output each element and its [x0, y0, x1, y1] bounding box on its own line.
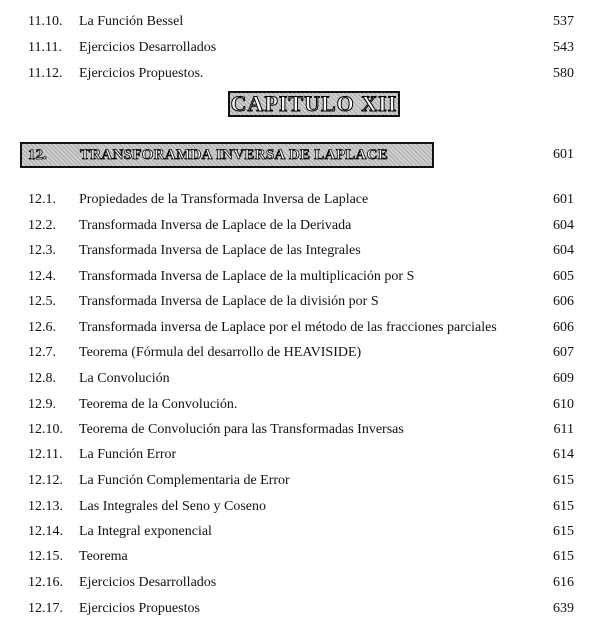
toc-entry	[0, 216, 600, 236]
entry-number: 12.1.	[28, 192, 56, 207]
toc-entry	[0, 369, 600, 389]
entry-page: 614	[553, 447, 574, 462]
entry-title: Las Integrales del Seno y Coseno	[79, 499, 267, 514]
entry-number: 12.16.	[28, 575, 63, 590]
entry-title: Teorema de la Convolución.	[79, 397, 238, 412]
toc-entry	[0, 445, 600, 465]
entry-number: 12.2.	[28, 218, 56, 233]
chapter-heading: CAPITULO XII	[228, 91, 400, 117]
entry-page: 543	[553, 40, 574, 55]
section-page: 601	[553, 147, 574, 162]
entry-page: 607	[553, 345, 574, 360]
entry-page: 610	[553, 397, 574, 412]
entry-number: 11.12.	[28, 66, 63, 81]
entry-page: 615	[553, 524, 574, 539]
entry-number: 11.11.	[28, 40, 62, 55]
toc-entry	[0, 395, 600, 415]
toc-entry	[0, 190, 600, 210]
entry-number: 12.3.	[28, 243, 56, 258]
entry-title: Transformada Inversa de Laplace de la Derivada	[79, 218, 352, 233]
entry-title: Transformada Inversa de Laplace de la división por S	[79, 294, 379, 309]
entry-title: Ejercicios Desarrollados	[79, 575, 217, 590]
entry-page: 616	[553, 575, 574, 590]
toc-entry	[0, 420, 600, 440]
entry-page: 604	[553, 218, 574, 233]
toc-entry	[0, 471, 600, 491]
section-number: 12.	[28, 147, 47, 163]
entry-page: 580	[553, 66, 574, 81]
entry-page: 601	[553, 192, 574, 207]
entry-number: 12.6.	[28, 320, 56, 335]
entry-title: Ejercicios Propuestos	[79, 601, 200, 616]
toc-entry	[0, 318, 600, 338]
entry-number: 12.12.	[28, 473, 63, 488]
toc-entry	[0, 343, 600, 363]
section-heading	[20, 142, 434, 168]
entry-page: 639	[553, 601, 574, 616]
entry-number: 12.11.	[28, 447, 63, 462]
entry-title: Ejercicios Desarrollados	[79, 40, 217, 55]
entry-title: Propiedades de la Transformada Inversa de Laplace	[79, 192, 369, 207]
entry-title: Teorema (Fórmula del desarrollo de HEAVISIDE)	[79, 345, 362, 360]
entry-page: 611	[553, 422, 574, 437]
entry-title: Transformada inversa de Laplace por el método de las fracciones parciales	[79, 320, 497, 335]
entry-number: 12.8.	[28, 371, 56, 386]
entry-number: 12.17.	[28, 601, 63, 616]
toc-entry	[0, 241, 600, 261]
toc-entry	[0, 573, 600, 593]
entry-page: 615	[553, 549, 574, 564]
entry-number: 12.14.	[28, 524, 63, 539]
entry-number: 12.15.	[28, 549, 63, 564]
entry-title: La Integral exponencial	[79, 524, 212, 539]
toc-entry	[0, 497, 600, 517]
entry-number: 12.5.	[28, 294, 56, 309]
entry-title: Teorema	[79, 549, 128, 564]
toc-entry	[0, 12, 600, 32]
toc-entry	[0, 547, 600, 567]
entry-page: 609	[553, 371, 574, 386]
entry-page: 604	[553, 243, 574, 258]
toc-entry	[0, 38, 600, 58]
toc-entry	[0, 267, 600, 287]
entry-title: La Función Bessel	[79, 14, 184, 29]
section-title: TRANSFORAMDA INVERSA DE LAPLACE	[80, 147, 389, 163]
toc-entry	[0, 599, 600, 619]
entry-number: 12.7.	[28, 345, 56, 360]
entry-page: 615	[553, 499, 574, 514]
entry-page: 537	[553, 14, 574, 29]
entry-title: Ejercicios Propuestos.	[79, 66, 204, 81]
entry-number: 12.13.	[28, 499, 63, 514]
entry-number: 11.10.	[28, 14, 63, 29]
entry-page: 615	[553, 473, 574, 488]
entry-page: 606	[553, 294, 574, 309]
entry-page: 605	[553, 269, 574, 284]
entry-title: La Función Complementaria de Error	[79, 473, 290, 488]
toc-entry	[0, 64, 600, 84]
entry-title: Transformada Inversa de Laplace de las Integrales	[79, 243, 361, 258]
toc-entry	[0, 522, 600, 542]
entry-title: La Convolución	[79, 371, 170, 386]
entry-number: 12.4.	[28, 269, 56, 284]
toc-entry	[0, 292, 600, 312]
entry-number: 12.10.	[28, 422, 63, 437]
entry-title: La Función Error	[79, 447, 177, 462]
entry-title: Transformada Inversa de Laplace de la multiplicación por S	[79, 269, 415, 284]
entry-number: 12.9.	[28, 397, 56, 412]
entry-page: 606	[553, 320, 574, 335]
entry-title: Teorema de Convolución para las Transformadas Inversas	[79, 422, 404, 437]
